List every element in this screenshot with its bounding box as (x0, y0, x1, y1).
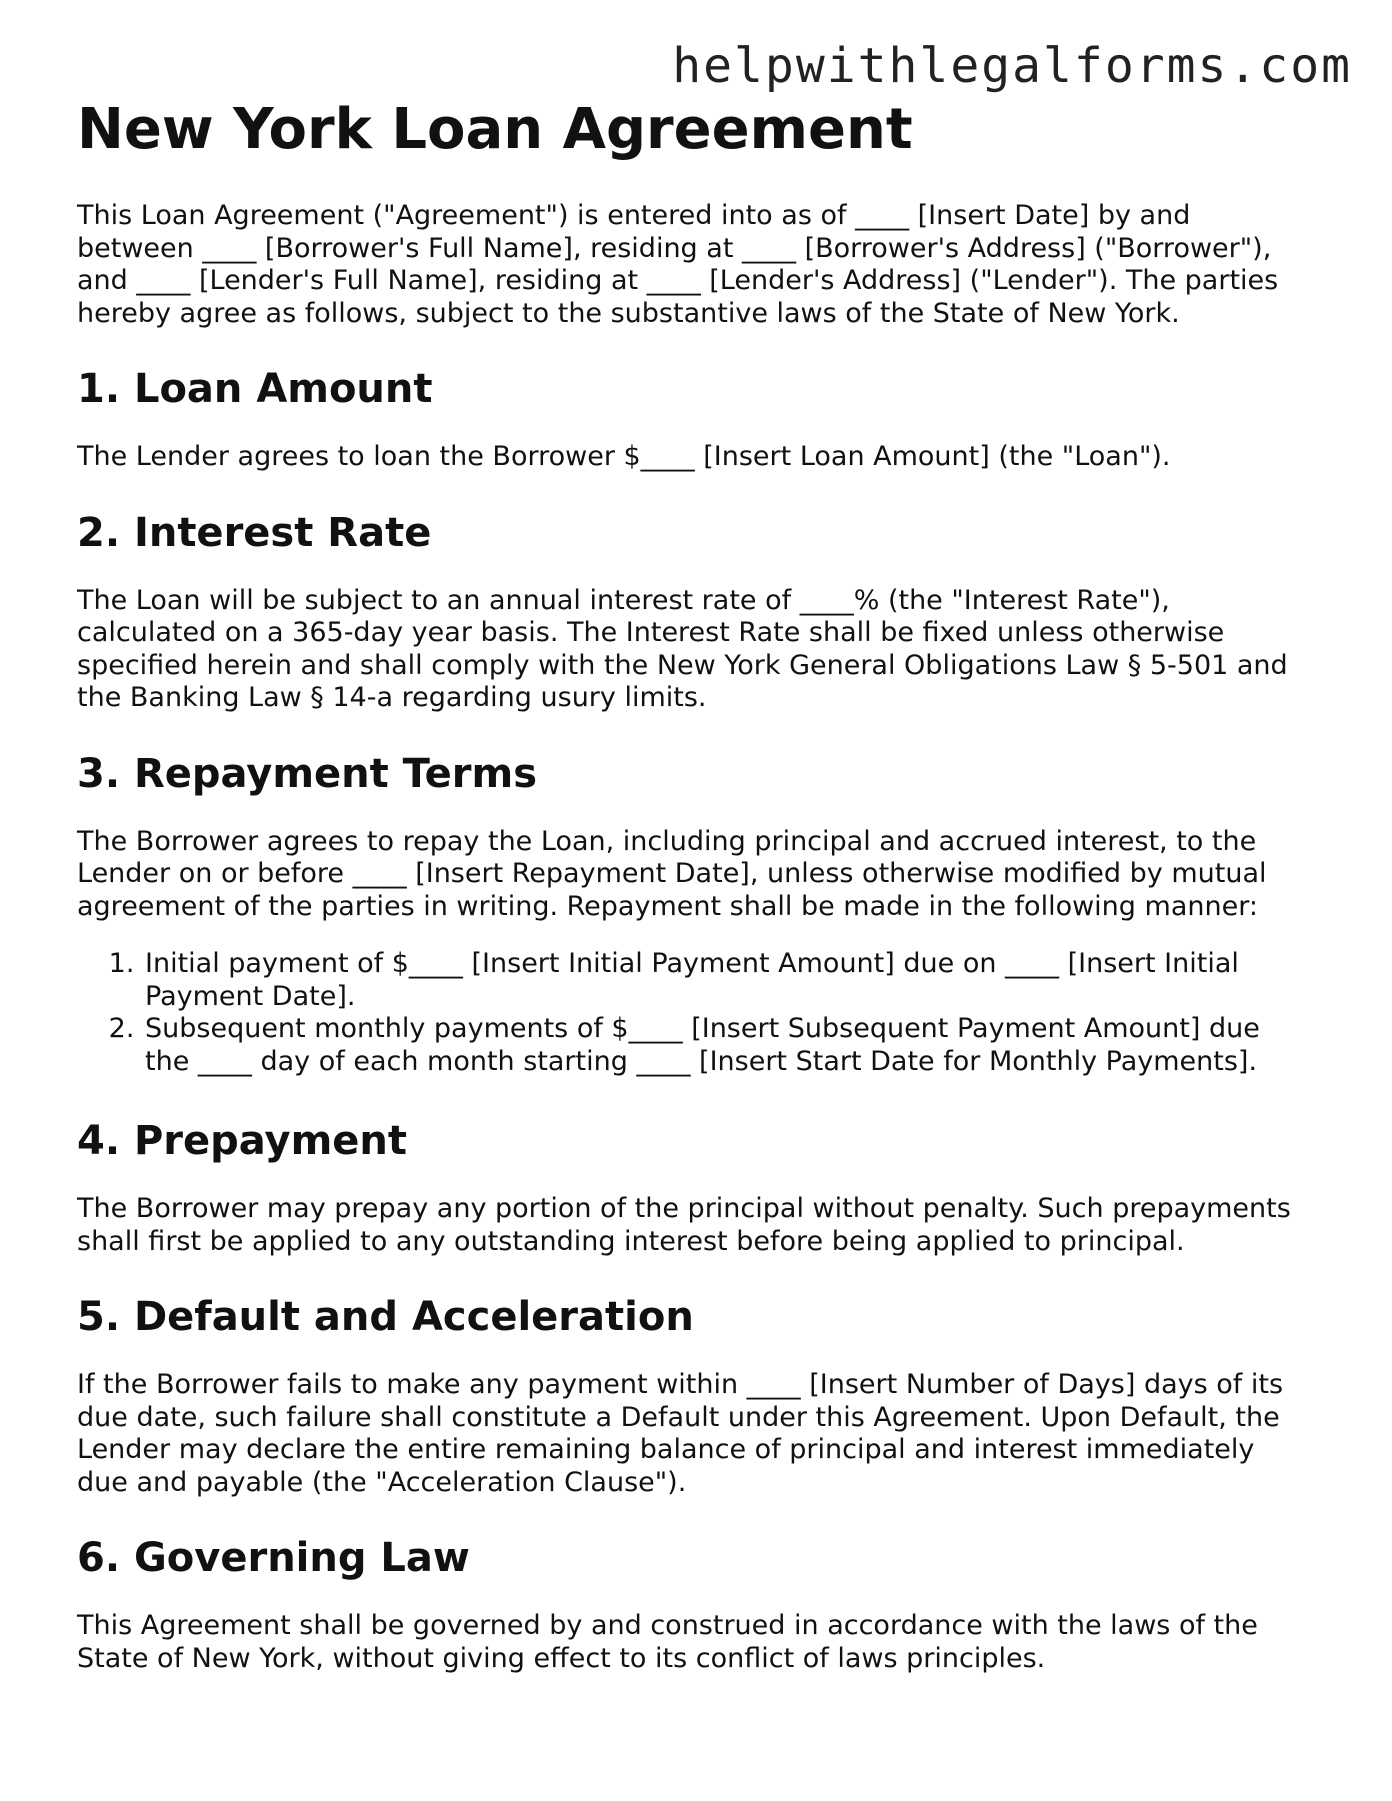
document-title: New York Loan Agreement (77, 97, 913, 162)
list-item: 1. Initial payment of $____ [Insert Initial Payment Amount] due on ____ [Insert Initial Payment Date]. (143, 948, 1307, 1013)
repayment-list (77, 948, 1307, 1078)
site-watermark: helpwithlegalforms.com (672, 38, 1352, 94)
section-body-loan-amount: The Lender agrees to loan the Borrower $____ [Insert Loan Amount] (the "Loan"). (77, 441, 1171, 472)
section-body-repayment-terms: The Borrower agrees to repay the Loan, including principal and accrued interest, to the Lender on or before ____ [Insert Repayment Date], unless otherwise modified by mutual agreement of the parties in writing. Repayment shall be made in the following manner: (77, 825, 1267, 922)
section-heading-prepayment: 4. Prepayment (77, 1118, 407, 1164)
section-body-prepayment: The Borrower may prepay any portion of the principal without penalty. Such prepayments shall first be applied to any outstanding interest before being applied to principal. (77, 1193, 1291, 1257)
section-body-governing-law: This Agreement shall be governed by and construed in accordance with the laws of the State of New York, without giving effect to its conflict of laws principles. (77, 1610, 1258, 1674)
section-heading-interest-rate: 2. Interest Rate (77, 509, 432, 556)
section-heading-governing-law: 6. Governing Law (77, 1535, 470, 1581)
section-heading-default: 5. Default and Acceleration (77, 1294, 694, 1340)
section-heading-repayment-terms: 3. Repayment Terms (77, 750, 537, 797)
section-body-default: If the Borrower fails to make any payment within ____ [Insert Number of Days] days of its due date, such failure shall constitute a Default under this Agreement. Upon Default, the Lender may declare the entire remaining balance of principal and interest immediately due and payable (the "Acceleration Clause"). (77, 1369, 1284, 1498)
intro-paragraph: This Loan Agreement ("Agreement") is entered into as of ____ [Insert Date] by and between ____ [Borrower's Full Name], residing at ____ [Borrower's Address] ("Borrower"), and ____ [Lender's Full Name], residing at ____ [Lender's Address] ("Lender"). The parties hereby agree as follows, subject to the substantive laws of the State of New York. (77, 200, 1279, 329)
section-body-interest-rate: The Loan will be subject to an annual interest rate of ____% (the "Interest Rate"), calculated on a 365-day year basis. The Interest Rate shall be fixed unless otherwise specified herein and shall comply with the New York General Obligations Law § 5-501 and the Banking Law § 14-a regarding usury limits. (77, 584, 1288, 713)
section-heading-loan-amount: 1. Loan Amount (77, 366, 433, 412)
document-body (77, 98, 1307, 1710)
list-item: 2. Subsequent monthly payments of $____ [Insert Subsequent Payment Amount] due the ____ day of each month starting ____ [Insert Start Date for Monthly Payments]. (143, 1013, 1307, 1078)
